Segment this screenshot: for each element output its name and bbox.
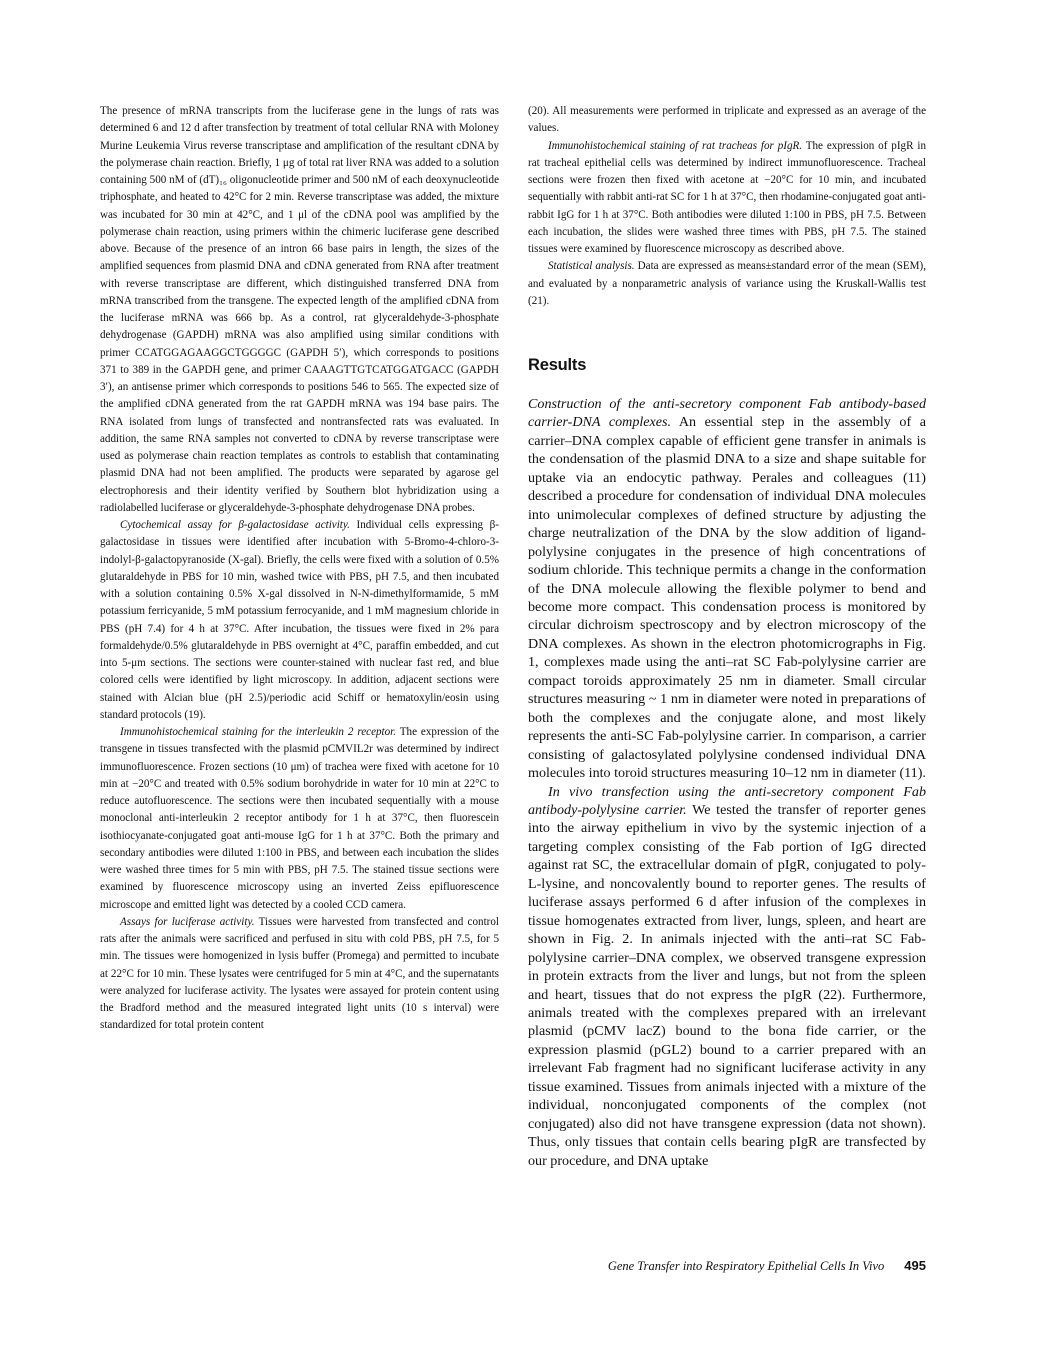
run-in-title: In vivo transfection using the anti-secretory component Fab antibody-polylysine carrier. [528,783,926,818]
paragraph-pigr [528,138,926,259]
run-in-title: Immunohistochemical staining for the interleukin 2 receptor. [120,726,397,738]
run-in-title: Construction of the anti-secretory component Fab antibody-based carrier-DNA complexes. [528,396,926,431]
paragraph-continued: (20). All measurements were performed in triplicate and expressed as an average of the values. [528,105,926,135]
run-in-title: Assays for luciferase activity. [120,915,255,928]
paragraph-body: The expression of pIgR in rat tracheal epithelial cells was determined by indirect immunofluorescence. Tracheal sections were frozen then fixed with acetone at −20°C for 10 min, and incubated sequentially with rabbit anti-rat SC for 1 h at 37°C, then rhodamine-conjugated goat anti-rabbit IgG for 1 h at 37°C. Both antibodies were diluted 1:100 in PBS, pH 7.5. Between each incubation, the slides were washed three times with PBS, pH 7.5. The stained tissues were examined by fluorescence microscopy as described above. [528,139,926,255]
paragraph-betagal [100,517,499,724]
section-heading-results: Results [528,356,587,374]
left-column [100,103,499,1035]
paragraph-body: Data are expressed as means±standard error of the mean (SEM), and evaluated by a nonparametric analysis of variance using the Kruskall-Wallis test (21). [528,260,926,307]
paragraph-body: Tissues were harvested from transfected and control rats after the animals were sacrificed and perfused in situ with cold PBS, pH 7.5, for 5 min. The tissues were homogenized in lysis buffer (Promega) and permitted to incubate at 22°C for 10 min. These lysates were centrifuged for 5 min at 4°C, and the supernatants were analyzed for luciferase activity. The lysates were assayed for protein content using the Bradford method and the measured integrated light units (10 s interval) were standardized for total protein content [100,915,499,1032]
page-number: 495 [904,1258,926,1273]
run-in-title: Immunohistochemical staining of rat tracheas for pIgR. [548,139,803,152]
paragraph-statistics [528,258,926,310]
run-in-title: Statistical analysis. [548,260,635,273]
paragraph-il2r [100,724,499,914]
page-footer [528,1258,926,1274]
running-title: Gene Transfer into Respiratory Epithelial Cells In Vivo [607,1259,885,1273]
right-column-methods [528,103,926,310]
paragraph-luciferase [100,914,499,1035]
paragraph-body: We tested the transfer of reporter genes into the airway epithelium in vivo by the systemic injection of a targeting complex consisting of the Fab portion of IgG directed against rat SC, the extracellular domain of pIgR, conjugated to poly-L-lysine, and noncovalently bound to reporter genes. The results of luciferase assays performed 6 d after infusion of the complexes in tissue homogenates extracted from liver, lungs, spleen, and heart are shown in Fig. 2. In animals injected with the anti–rat SC Fab-polylysine carrier–DNA complex, we observed transgene expression in protein extracts from the liver and lungs, but not from the spleen and heart, tissues that do not express the pIgR (22). Furthermore, animals treated with the complexes prepared with an irrelevant plasmid (pCMV lacZ) bound to the bona fide carrier, or the expression plasmid (pGL2) bound to a carrier prepared with an irrelevant Fab fragment had no significant luciferase activity in any tissue examined. Tissues from animals injected with a mixture of the individual, nonconjugated components of the complex (not conjugated) also did not have transgene expression (data not shown). Thus, only tissues that contain cells bearing pIgR are transfected by our procedure, and DNA uptake [528,801,926,1169]
paragraph-body: An essential step in the assembly of a carrier–DNA complex capable of efficient gene transfer in animals is the condensation of the plasmid DNA to a size and shape suitable for uptake via an endocytic pathway. Perales and colleagues (11) described a procedure for condensation of individual DNA molecules into unimolecular complexes of defined structure by adjusting the charge neutralization of the DNA by the slow addition of ligand-polylysine conjugates in the presence of high concentrations of sodium chloride. This technique permits a change in the conformation of the DNA molecule allowing the flexible polymer to bend and become more compact. This condensation process is monitored by circular dichroism spectroscopy and by electron microscopy of the DNA complexes. As shown in the electron photomicrographs in Fig. 1, complexes made using the anti–rat SC Fab-polylysine carrier are compact toroids approximately 25 nm in diameter. Small circular structures measuring ~ 1 nm in diameter were noted in preparations of both the complexes and the conjugate alone, and most likely represents the anti-SC Fab-polylysine carrier. In comparison, a carrier consisting of galactosylated polylysine condensed individual DNA molecules into toroid structures measuring 10–12 nm in diameter (11). [528,414,927,782]
paragraph-body: The expression of the transgene in tissues transfected with the plasmid pCMVIL2r was determined by indirect immunofluorescence. Frozen sections (10 μm) of trachea were fixed with acetone for 10 min at −20°C and treated with 0.5% sodium borohydride in water for 10 min at 22°C to reduce autofluorescence. The sections were then incubated sequentially with a mouse monoclonal anti-interleukin 2 receptor antibody for 1 h at 37°C, then fluorescein isothiocyanate-conjugated goat anti-mouse IgG for 1 h at 37°C. Both the primary and secondary antibodies were diluted 1:100 in PBS, and between each incubation the slides were washed three times for 5 min with PBS, pH 7.5. The stained tissue sections were examined by fluorescence microscopy using an inverted Zeiss epifluorescence microscope and emitted light was detected by a cooled CCD camera. [100,726,499,911]
results-body [528,395,926,1170]
paragraph-construction [528,395,926,783]
run-in-title: Cytochemical assay for β-galactosidase activity. [120,519,350,531]
paragraph-invivo [528,783,926,1171]
paragraph-rtpcr: The presence of mRNA transcripts from the luciferase gene in the lungs of rats was determined 6 and 12 d after transfection by treatment of total cellular RNA with Moloney Murine Leukemia Virus reverse transcriptase and amplification of the resultant cDNA by the polymerase chain reaction. Briefly, 1 μg of total rat liver RNA was added to a solution containing 500 nM of (dT)₁₆ oligonucleotide primer and 500 nM of each deoxynucleotide triphosphate, and heated to 42°C for 2 min. Reverse transcriptase was added, the mixture was incubated for 30 min at 42°C, and 1 μl of the cDNA pool was amplified by the polymerase chain reaction, using primers within the chimeric luciferase gene described above. Because of the presence of an intron 66 base pairs in length, the sizes of the amplified sequences from plasmid DNA and cDNA generated from RNA after treatment with reverse transcriptase are different, which distinguished transferred DNA from mRNA transcribed from the transgene. The expected length of the amplified cDNA from the luciferase mRNA was 666 bp. As a control, rat glyceraldehyde-3-phosphate dehydrogenase (GAPDH) mRNA was also amplified using similar conditions with primer CCATGGAGAAGGCTGGGGC (GAPDH 5′), which corresponds to positions 371 to 389 in the GAPDH gene, and primer CAAAGTTGTCATGGATGACC (GAPDH 3′), an antisense primer which corresponds to positions 546 to 565. The expected size of the amplified cDNA generated from the rat GAPDH mRNA was 194 base pairs. The RNA isolated from lungs of transfected and nontransfected rats was evaluated. In addition, the same RNA samples not converted to cDNA by reverse transcriptase were used as polymerase chain reaction templates as controls to establish that contaminating plasmid DNA had not been amplified. The products were separated by agarose gel electrophoresis and their identity verified by Southern blot hybridization using a radiolabelled luciferase or glyceraldehyde-3-phosphate dehydrogenase DNA probes. [100,105,499,514]
paragraph-body: Individual cells expressing β-galactosidase in tissues were identified after incubation with 5-Bromo-4-chloro-3-indolyl-β-galactopyranoside (X-gal). Briefly, the cells were fixed with a solution of 0.5% glutaraldehyde in PBS for 10 min, washed twice with PBS, pH 7.5, and then incubated with a solution containing 0.5% X-gal dissolved in N-N-dimethylformamide, 5 mM potassium ferricyanide, 5 mM potassium ferrocyanide, and 1 mM magnesium chloride in PBS (pH 7.4) for 4 h at 37°C. After incubation, the tissues were fixed in 2% para formaldehyde/0.5% glutaraldehyde in PBS overnight at 4°C, paraffin embedded, and cut into 5-μm sections. The sections were counter-stained with nuclear fast red, and blue colored cells were identified by light microscopy. In addition, adjacent sections were stained with Alcian blue (pH 2.5)/periodic acid Schiff or hematoxylin/eosin using standard protocols (19). [100,519,499,721]
